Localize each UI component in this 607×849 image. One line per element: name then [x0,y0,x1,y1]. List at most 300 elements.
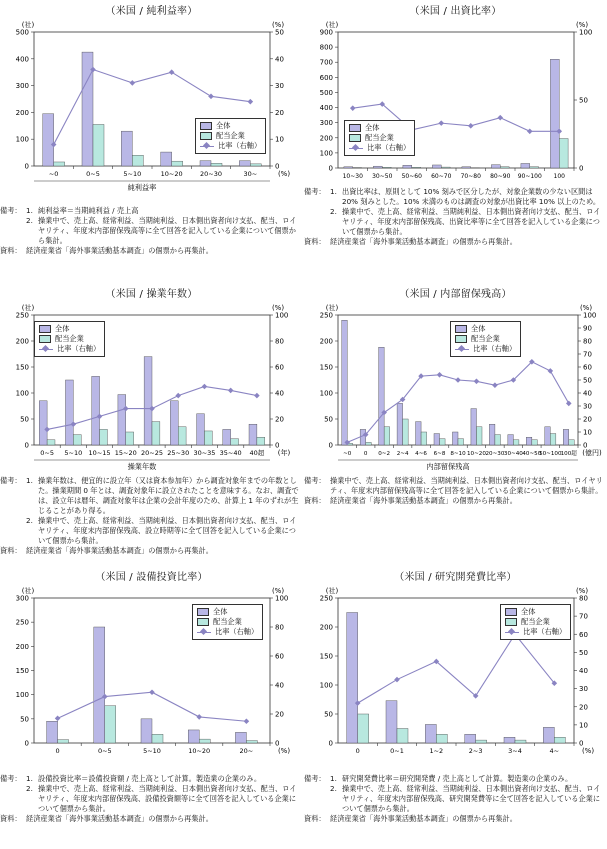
bar-all [170,401,178,445]
x-tick-label: 100超 [560,451,577,457]
bar-all [543,727,554,743]
x-tick-label: 5~10 [123,170,142,178]
x-tick-label: 20~30 [485,451,505,457]
legend-ratio-label: 比率（右軸） [218,141,262,150]
legend-line-ratio [455,345,469,353]
bar-all [434,434,440,445]
panel-profit [0,0,303,283]
chart-notes [0,774,303,824]
y2-unit-label: (%) [271,304,285,312]
bar-all [43,114,54,166]
y2-tick-label: 40 [579,667,588,675]
note-number: 2. [330,784,337,793]
bar-dividend [178,427,186,445]
y2-unit-label: (%) [271,21,285,29]
x-tick-label: 40~50 [522,451,542,457]
ratio-point [196,714,202,720]
legend-dividend-label: 配当企業 [365,133,394,142]
x-unit-label: (億円) [582,449,602,457]
note-line [0,546,303,556]
y-tick-label: 50 [20,415,29,424]
legend-ratio-label: 比率（右軸） [57,344,101,353]
note-line [0,814,303,824]
y2-tick-label: 100 [583,311,597,320]
note-key: 資料： [304,814,326,823]
note-number: 1. [26,206,33,215]
y2-tick-label: 30 [579,685,588,694]
x-tick-label: 15~20 [114,449,137,457]
x-tick-label: 0~5 [86,170,100,178]
ratio-point [130,80,136,86]
y-tick-label: 250 [15,311,29,320]
bar-all [489,424,495,445]
legend-swatch-dividend [505,618,517,626]
y-tick-label: 50 [324,710,333,719]
bar-all [508,435,514,445]
legend-dividend-label: 配当企業 [216,131,245,140]
ratio-point [175,393,181,399]
x-axis-label: 操業年数 [127,462,157,471]
chart-notes [304,774,607,824]
y2-tick-label: 100 [275,594,289,603]
x-tick-label: 0~5 [40,449,54,457]
y-tick-label: 400 [319,104,333,113]
legend-all-label: 全体 [213,607,228,616]
y2-tick-label: 80 [275,337,284,346]
legend-line-ratio [200,142,214,150]
y2-tick-label: 50 [583,376,592,385]
bar-all [379,347,385,445]
y2-tick-label: 80 [583,337,592,346]
bar-all [118,395,126,445]
bar-dividend [105,706,116,743]
bar-dividend [532,440,538,445]
chart-notes [304,187,607,247]
note-key: 資料： [0,546,22,555]
note-text: 経済産業省「海外事業活動基本調査」の個票から再集計。 [330,814,517,823]
bar-dividend [458,439,464,445]
bar-all [161,152,172,166]
note-line [0,476,303,516]
note-key: 備考： [0,774,22,783]
y2-tick-label: 90 [583,324,592,333]
x-tick-label: 30~35 [193,449,216,457]
bar-all [235,732,246,743]
bar-dividend [412,167,421,168]
bar-all [121,131,132,166]
legend-dividend-label: 配当企業 [521,617,550,626]
x-tick-label: 0 [363,451,368,457]
bar-dividend [172,161,183,166]
legend-dividend-label: 配当企業 [471,334,500,343]
bar-all [462,167,471,168]
x-tick-label: 4~6 [415,451,427,457]
legend-all-label: 全体 [55,324,70,333]
note-line [304,496,607,506]
note-text: 研究開発費比率＝研究開発費 / 売上高として計算。製造業の企業のみ。 [342,774,573,783]
y2-tick-label: 80 [275,623,284,632]
ratio-point [474,379,480,385]
x-tick-label: ~0 [343,451,352,457]
x-tick-label: 2~4 [396,451,409,457]
y-unit-label: (社) [325,587,339,595]
x-tick-label: 40超 [249,449,265,457]
bar-all [92,376,100,445]
note-text: 操業中で、売上高、経常利益、当期純利益、日本側出資者向け支払、配当、ロイヤリティ、年度末内部留保残高等に全て回答を記入している企業について個票から集計。 [330,476,603,495]
y2-tick-label: 70 [579,612,588,621]
chart-notes [304,476,607,506]
y-tick-label: 300 [319,119,333,128]
ratio-point [350,105,356,111]
ratio-point [527,128,533,134]
bar-dividend [500,167,509,168]
legend-swatch-all [455,325,467,333]
x-tick-label: 10~30 [342,173,363,180]
y-tick-label: 100 [319,389,333,398]
note-text: 操業中で、売上高、経常利益、当期純利益、日本側出資者向け支払、配当、ロイヤリティ、年度末内部留保残高、出資比率等に全て回答を記入している企業について個票から集計。 [342,207,601,236]
y-tick-label: 900 [319,28,333,37]
bar-all [491,165,500,168]
bar-all [465,734,476,743]
y2-unit-label: (%) [579,304,593,312]
note-key: 備考： [304,774,326,783]
y2-tick-label: 50 [579,648,588,657]
y-tick-label: 200 [15,642,29,651]
panel-capital [304,0,607,283]
y2-unit-label: (%) [271,587,285,595]
bar-dividend [403,419,409,445]
x-tick-label: 5~10 [143,747,161,755]
chart-svg [0,566,303,776]
legend-swatch-all [200,122,212,130]
x-unit-label: (年) [277,449,291,457]
bar-dividend [211,163,222,166]
y2-tick-label: 100 [579,28,593,37]
chart-notes [0,206,303,256]
y2-tick-label: 30 [275,82,284,91]
legend-all-label: 全体 [365,123,380,132]
bar-all [545,427,551,445]
chart-svg [304,283,607,493]
chart-svg [304,0,607,210]
x-tick-label: 10~15 [88,449,111,457]
bar-all [452,432,458,445]
x-tick-label: 6~8 [433,451,446,457]
y2-tick-label: 100 [275,311,289,320]
y-tick-label: 250 [319,311,333,320]
x-tick-label: 25~30 [167,449,190,457]
bar-dividend [246,741,257,743]
x-tick-label: 3~4 [508,747,522,755]
y2-tick-label: 40 [583,389,592,398]
note-line [0,784,303,814]
note-line [304,814,607,824]
bar-dividend [554,737,565,743]
ratio-point [202,384,208,390]
y-tick-label: 200 [15,108,29,117]
legend-all-label: 全体 [471,324,486,333]
x-tick-label: 90~100 [517,173,542,180]
legend-line-ratio [349,144,363,152]
y2-tick-label: 0 [579,739,584,748]
ratio-point [497,115,503,121]
legend-all-label: 全体 [216,121,231,130]
bar-dividend [366,442,372,445]
bar-dividend [231,439,239,445]
note-text: 経済産業省「海外事業活動基本調査」の個票から再集計。 [26,546,213,555]
note-text: 操業年数は、便宜的に設立年（又は資本参加年）から調査対象年までの年数とした。操業期間 0 年とは、調査対象年に設立されたことを意味する。なお、調査では、設立年は暦年、調査対象年は企業の会計年度のため、計算上 1 年のずれが生じることがあり得る。 [38,476,299,515]
bar-all [344,167,353,168]
ratio-point [455,377,461,383]
legend-all-label: 全体 [521,607,536,616]
bar-all [550,59,559,168]
y-tick-label: 400 [15,55,29,64]
bar-dividend [100,429,108,445]
bar-dividend [530,167,539,168]
ratio-point [438,120,444,126]
bar-all [373,166,382,168]
y-unit-label: (社) [21,304,35,312]
ratio-point [548,368,554,374]
chart-title: （米国 / 純利益率） [105,6,198,17]
x-tick-label: 1~2 [429,747,444,755]
bar-all [432,165,441,168]
bar-dividend [199,739,210,743]
bar-all [403,165,412,168]
panel-rnd [304,566,607,849]
legend-swatch-dividend [349,134,361,142]
y2-tick-label: 0 [275,441,280,450]
note-key: 資料： [304,237,326,246]
ratio-point [208,94,214,100]
note-number: 1. [26,774,33,783]
x-tick-label: 20~ [239,747,254,755]
x-tick-label: 30~ [243,170,258,178]
ratio-line [358,634,555,703]
note-line [0,246,303,256]
bar-dividend [152,734,163,743]
note-number: 2. [26,784,33,793]
x-tick-label: 50~60 [401,173,422,180]
note-number: 2. [26,516,33,525]
y2-tick-label: 20 [583,415,592,424]
legend-line-ratio [505,628,519,636]
bar-all [200,161,211,166]
y-tick-label: 300 [15,594,29,603]
y-tick-label: 50 [324,415,333,424]
y-tick-label: 100 [319,149,333,158]
y-tick-label: 200 [319,134,333,143]
note-text: 操業中で、売上高、経常利益、当期純利益、日本側出資者向け支払、配当、ロイヤリティ、年度末内部留保残高等に全て回答を記入している企業について個票から集計。 [38,216,297,245]
bar-dividend [436,734,447,743]
bar-all [141,719,152,743]
y-tick-label: 500 [319,88,333,97]
x-tick-label: 0~1 [390,747,404,755]
bar-all [249,424,257,445]
bar-all [197,414,205,445]
y-tick-label: 0 [328,441,333,450]
chart-title: （米国 / 操業年数） [105,289,198,300]
ratio-line [58,692,247,721]
note-text: 設備投資比率＝設備投資額 / 売上高として計算。製造業の企業のみ。 [38,774,262,783]
y2-tick-label: 10 [275,135,284,144]
panel-capex [0,566,303,849]
bar-all [239,161,250,166]
ratio-point [228,388,234,394]
note-key [304,784,330,814]
note-key [0,516,26,546]
chart-legend [450,321,521,357]
x-tick-label: 60~70 [431,173,452,180]
y2-tick-label: 20 [275,710,284,719]
y-tick-label: 100 [319,681,333,690]
note-line [304,784,607,814]
ratio-point [169,69,175,75]
note-line [0,516,303,546]
note-text: 経済産業省「海外事業活動基本調査」の個票から再集計。 [26,814,213,823]
bar-all [94,627,105,743]
legend-swatch-dividend [39,335,51,343]
legend-ratio-label: 比率（右軸） [473,344,517,353]
ratio-point [248,99,254,105]
y2-tick-label: 0 [583,441,588,450]
note-key [0,216,26,246]
panel-retained [304,283,607,566]
chart-title: （米国 / 出資比率） [409,6,502,17]
bar-dividend [358,714,369,743]
y2-unit-label: (%) [575,21,589,29]
ratio-point [244,718,250,724]
note-key [0,784,26,814]
y2-tick-label: 60 [275,363,284,372]
chart-notes [0,476,303,556]
legend-ratio-label: 比率（右軸） [215,627,259,636]
note-text: 経済産業省「海外事業活動基本調査」の個票から再集計。 [330,237,517,246]
y-tick-label: 300 [15,82,29,91]
bar-dividend [126,432,134,445]
y-unit-label: (社) [21,21,35,29]
bar-dividend [257,437,265,445]
note-number: 2. [330,207,337,216]
x-unit-label: (%) [277,170,291,178]
ratio-point [566,401,572,407]
y-tick-label: 150 [319,652,333,661]
bar-dividend [476,427,482,445]
y-tick-label: 200 [15,337,29,346]
ratio-point [394,677,400,683]
note-number: 1. [26,476,33,485]
bar-dividend [93,124,104,166]
y-tick-label: 150 [15,667,29,675]
x-tick-label: 80~90 [490,173,511,180]
x-tick-label: 70~80 [460,173,481,180]
chart-legend [344,120,415,156]
chart-legend [34,321,105,357]
bar-all [471,409,477,445]
legend-dividend-label: 配当企業 [55,334,84,343]
x-axis-label: 内部留保残高 [426,462,470,471]
note-text: 経済産業省「海外事業活動基本調査」の個票から再集計。 [330,496,517,505]
bar-dividend [132,155,143,166]
note-key [304,207,330,237]
legend-swatch-all [505,608,517,616]
bar-all [188,730,199,743]
y2-tick-label: 40 [275,389,284,398]
bar-dividend [550,434,556,445]
ratio-point [254,393,260,399]
note-number: 2. [26,216,33,225]
y2-tick-label: 60 [579,630,588,639]
bar-all [425,724,436,743]
legend-swatch-dividend [200,132,212,140]
bar-dividend [250,164,261,166]
y2-tick-label: 20 [275,108,284,117]
x-tick-label: 50~100 [539,451,562,457]
bar-all [47,721,58,743]
bar-dividend [384,427,390,445]
bar-dividend [440,439,446,445]
panel-years [0,283,303,566]
y-tick-label: 500 [15,28,29,37]
x-unit-label: (%) [277,747,291,755]
x-axis-label: 純利益率 [127,183,157,192]
note-line [304,187,607,207]
y-tick-label: 50 [20,715,29,724]
bar-all [65,380,73,445]
y-unit-label: (社) [21,587,35,595]
y-tick-label: 100 [15,389,29,398]
chart-svg [0,283,303,493]
chart-title: （米国 / 内部留保残高） [399,289,512,300]
y-tick-label: 600 [319,73,333,82]
chart-legend [195,118,266,154]
ratio-point [55,716,61,722]
legend-ratio-label: 比率（右軸） [523,627,567,636]
note-text: 経済産業省「海外事業活動基本調査」の個票から再集計。 [26,246,213,255]
y2-tick-label: 60 [275,652,284,661]
chart-legend [500,604,571,640]
note-number: 1. [330,774,337,783]
x-tick-label: 4~ [549,747,560,755]
note-line [304,237,607,247]
ratio-point [492,382,498,388]
x-tick-label: 5~10 [64,449,83,457]
bar-all [347,613,358,744]
bar-dividend [495,435,501,445]
note-line [304,476,607,496]
bar-dividend [569,440,575,445]
y2-tick-label: 60 [583,363,592,372]
y-tick-label: 250 [319,594,333,603]
y-unit-label: (社) [325,304,339,312]
bar-dividend [513,440,519,445]
bar-all [416,422,422,445]
legend-line-ratio [39,345,53,353]
y-tick-label: 0 [24,441,29,450]
y2-tick-label: 20 [275,415,284,424]
bar-all [144,357,152,445]
y-tick-label: 800 [319,43,333,52]
bar-dividend [47,440,55,445]
x-tick-label: 0~2 [378,451,391,457]
bar-dividend [152,422,160,445]
legend-dividend-label: 配当企業 [213,617,242,626]
y-tick-label: 100 [15,691,29,700]
bar-all [563,429,569,445]
x-tick-label: 8~10 [450,451,466,457]
y2-tick-label: 10 [583,428,592,437]
chart-title: （米国 / 研究開発費比率） [394,572,517,583]
